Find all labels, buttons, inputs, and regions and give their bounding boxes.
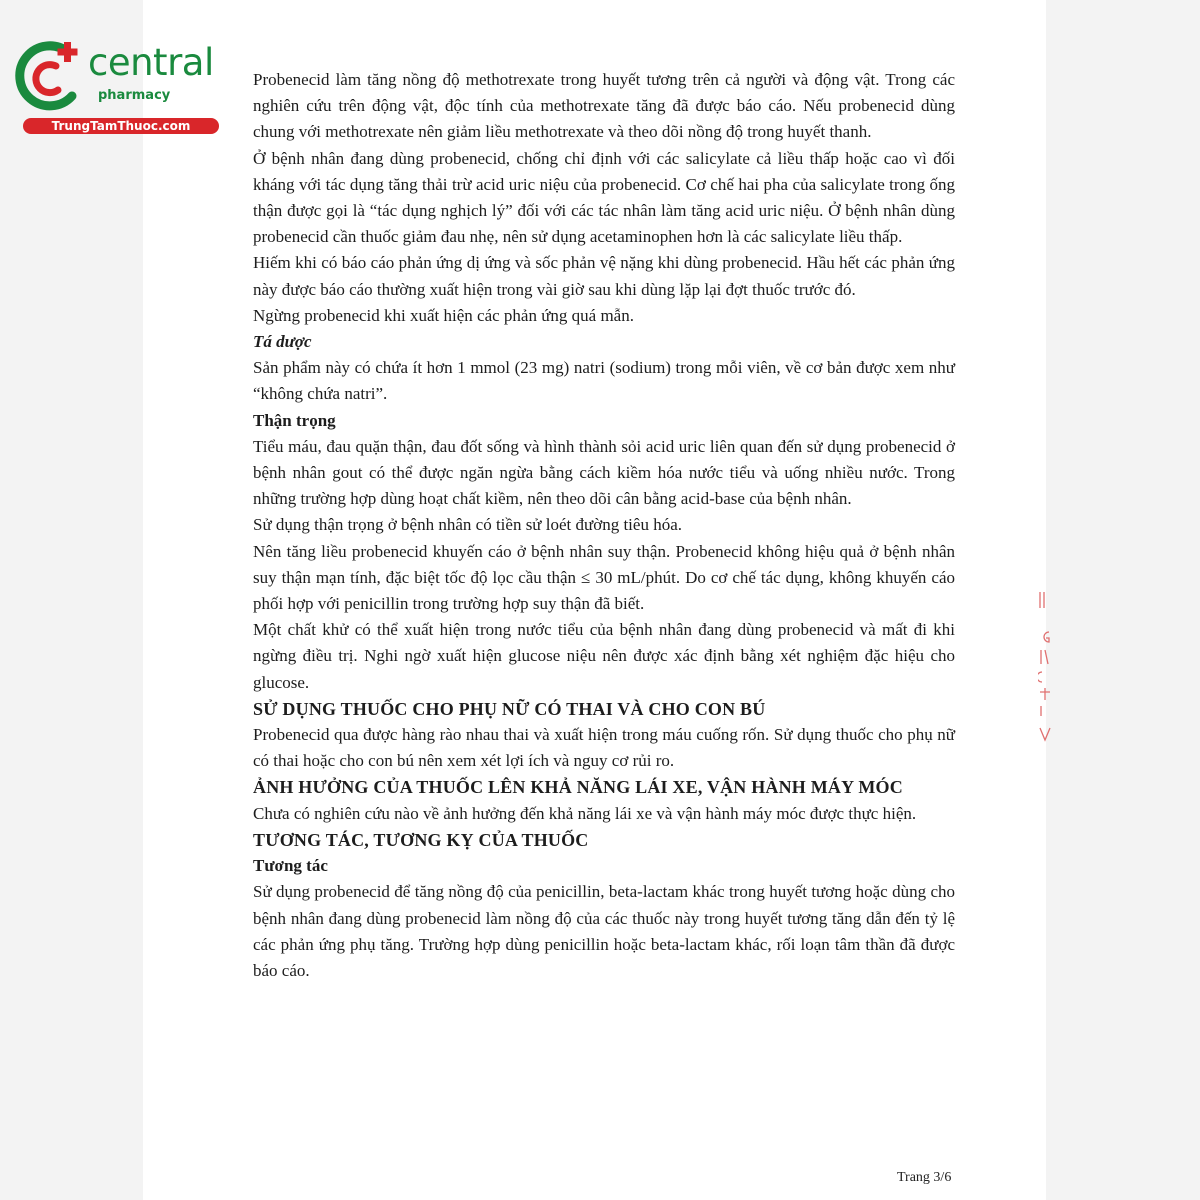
- stamp-fragment-icon: [1038, 588, 1052, 750]
- paragraph: Sử dụng probenecid để tăng nồng độ của penicillin, beta-lactam khác trong huyết tương hoặc dùng cho bệnh nhân đang dùng probenecid làm nồng độ của các thuốc này trong huyết tương tăng dẫn đến tỷ lệ các phản ứng phụ tăng. Trường hợp dùng penicillin hoặc beta-lactam khác, rối loạn tâm thần đã được báo cáo.: [253, 882, 955, 980]
- logo-mark-icon: [10, 38, 90, 118]
- logo-url-badge: TrungTamThuoc.com: [23, 118, 219, 134]
- page-number: Trang 3/6: [897, 1170, 952, 1185]
- paragraph: Probenecid qua được hàng rào nhau thai và xuất hiện trong máu cuống rốn. Sử dụng thuốc cho phụ nữ có thai hoặc cho con bú nên xem xét lợi ích và nguy cơ rủi ro.: [253, 725, 955, 771]
- paragraph: Ngừng probenecid khi xuất hiện các phản ứng quá mẫn.: [253, 305, 634, 325]
- paragraph: Nên tăng liều probenecid khuyến cáo ở bệnh nhân suy thận. Probenecid không hiệu quả ở bệnh nhân suy thận mạn tính, đặc biệt tốc độ lọc cầu thận ≤ 30 mL/phút. Do cơ chế tác dụng, không khuyến cáo phối hợp với penicillin trong trường hợp suy thận đã biết.: [253, 541, 955, 614]
- section-heading: TƯƠNG TÁC, TƯƠNG KỴ CỦA THUỐC: [253, 829, 589, 850]
- paragraph: Sản phẩm này có chứa ít hơn 1 mmol (23 mg) natri (sodium) trong mỗi viên, về cơ bản được xem như “không chứa natri”.: [253, 358, 955, 404]
- subsection-heading: Thận trọng: [253, 410, 336, 430]
- paragraph: Probenecid làm tăng nồng độ methotrexate trong huyết tương trên cả người và động vật. Trong các nghiên cứu trên động vật, độc tính của methotrexate tăng đã được báo cáo. Nếu probenecid dùng chung với methotrexate nên giảm liều methotrexate và theo dõi nồng độ trong huyết thanh.: [253, 70, 955, 142]
- paragraph: Hiếm khi có báo cáo phản ứng dị ứng và sốc phản vệ nặng khi dùng probenecid. Hầu hết các phản ứng này được báo cáo thường xuất hiện trong vài giờ sau khi dùng lặp lại đợt thuốc trước đó.: [253, 253, 955, 299]
- subsection-heading: Tá dược: [253, 332, 312, 352]
- central-pharmacy-logo: [10, 38, 215, 138]
- paragraph: Một chất khử có thể xuất hiện trong nước tiểu của bệnh nhân đang dùng probenecid và mất đi khi ngừng điều trị. Nghi ngờ xuất hiện glucose niệu nên được xác định bằng xét nghiệm đặc hiệu cho glucose.: [253, 620, 955, 692]
- paragraph: Tiểu máu, đau quặn thận, đau đốt sống và hình thành sỏi acid uric liên quan đến sử dụng probenecid ở bệnh nhân gout có thể được ngăn ngừa bằng cách kiềm hóa nước tiểu và uống nhiều nước. Trong những trường hợp dùng hoạt chất kiềm, nên theo dõi cân bằng acid-base của bệnh nhân.: [253, 436, 955, 509]
- subsection-heading: Tương tác: [253, 856, 328, 876]
- paragraph: Ở bệnh nhân đang dùng probenecid, chống chỉ định với các salicylate cả liều thấp hoặc cao vì đối kháng với tác dụng tăng thải trừ acid uric niệu của probenecid. Cơ chế hai pha của salicylate trong ống thận được gọi là “tác dụng nghịch lý” đối với các tác nhân làm tăng acid uric niệu. Ở bệnh nhân dùng probenecid cần thuốc giảm đau nhẹ, nên sử dụng acetaminophen hơn là các salicylate liều thấp.: [253, 148, 955, 247]
- logo-name: central: [88, 41, 214, 84]
- logo-subtitle: pharmacy: [98, 88, 171, 103]
- paragraph: Sử dụng thận trọng ở bệnh nhân có tiền sử loét đường tiêu hóa.: [253, 515, 683, 535]
- section-heading: ẢNH HƯỞNG CỦA THUỐC LÊN KHẢ NĂNG LÁI XE, VẬN HÀNH MÁY MÓC: [253, 777, 903, 798]
- section-heading: SỬ DỤNG THUỐC CHO PHỤ NỮ CÓ THAI VÀ CHO CON BÚ: [253, 698, 766, 719]
- document-body: [253, 67, 955, 984]
- paragraph: Chưa có nghiên cứu nào về ảnh hưởng đến khả năng lái xe và vận hành máy móc được thực hiện.: [253, 803, 917, 823]
